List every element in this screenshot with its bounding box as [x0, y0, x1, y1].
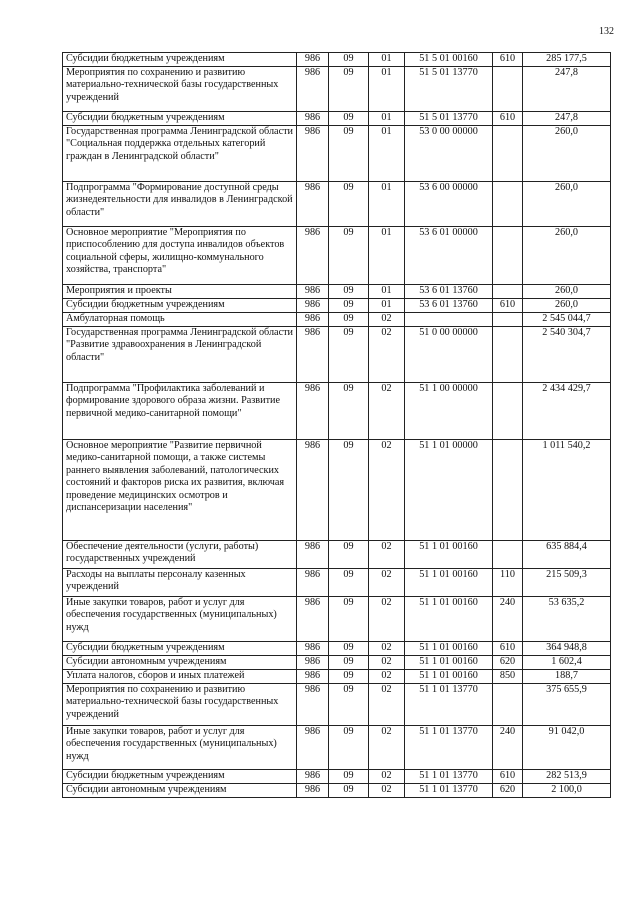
- cell-section: 09: [329, 53, 369, 67]
- cell-target-article: 53 0 00 00000: [405, 126, 493, 182]
- table-row: [63, 684, 611, 726]
- cell-subsection: 02: [369, 784, 405, 798]
- cell-expense-type: 850: [493, 670, 523, 684]
- cell-expense-type: 620: [493, 784, 523, 798]
- cell-sum: 2 545 044,7: [523, 313, 611, 327]
- cell-section: 09: [329, 656, 369, 670]
- cell-grbs: 986: [297, 327, 329, 383]
- cell-section: 09: [329, 383, 369, 440]
- cell-sum: 1 602,4: [523, 656, 611, 670]
- cell-name: Мероприятия по сохранению и развитию материально-технической базы государственных учреждений: [63, 67, 297, 112]
- cell-target-article: 51 1 01 00160: [405, 597, 493, 642]
- cell-grbs: 986: [297, 726, 329, 770]
- table-row: [63, 569, 611, 597]
- cell-sum: 215 509,3: [523, 569, 611, 597]
- cell-sum: 260,0: [523, 227, 611, 285]
- cell-sum: 282 513,9: [523, 770, 611, 784]
- cell-grbs: 986: [297, 784, 329, 798]
- cell-name: Государственная программа Ленинградской области "Социальная поддержка отдельных категорий граждан в Ленинградской области": [63, 126, 297, 182]
- cell-expense-type: 110: [493, 569, 523, 597]
- cell-sum: 635 884,4: [523, 541, 611, 569]
- cell-subsection: 02: [369, 670, 405, 684]
- table-row: [63, 597, 611, 642]
- cell-section: 09: [329, 112, 369, 126]
- cell-expense-type: [493, 67, 523, 112]
- cell-target-article: 51 1 01 13770: [405, 784, 493, 798]
- cell-sum: 260,0: [523, 299, 611, 313]
- cell-name: Основное мероприятие "Мероприятия по приспособлению для доступа инвалидов объектов социальной сферы, жилищно-коммунального хозяйства, транспорта": [63, 227, 297, 285]
- page-number: 132: [599, 26, 614, 37]
- cell-sum: 364 948,8: [523, 642, 611, 656]
- cell-grbs: 986: [297, 569, 329, 597]
- cell-expense-type: [493, 182, 523, 227]
- cell-grbs: 986: [297, 53, 329, 67]
- cell-expense-type: [493, 541, 523, 569]
- table-row: [63, 656, 611, 670]
- table-row: [63, 182, 611, 227]
- cell-expense-type: 610: [493, 299, 523, 313]
- cell-section: 09: [329, 227, 369, 285]
- cell-target-article: 51 1 01 00160: [405, 656, 493, 670]
- cell-grbs: 986: [297, 656, 329, 670]
- table-row: [63, 784, 611, 798]
- cell-subsection: 02: [369, 726, 405, 770]
- cell-grbs: 986: [297, 541, 329, 569]
- budget-table: [62, 52, 611, 798]
- cell-grbs: 986: [297, 440, 329, 541]
- cell-target-article: 53 6 01 13760: [405, 299, 493, 313]
- cell-expense-type: [493, 313, 523, 327]
- cell-name: Субсидии автономным учреждениям: [63, 656, 297, 670]
- cell-target-article: 51 1 01 13770: [405, 684, 493, 726]
- cell-sum: 260,0: [523, 182, 611, 227]
- cell-name: Субсидии автономным учреждениям: [63, 784, 297, 798]
- cell-section: 09: [329, 182, 369, 227]
- cell-sum: 260,0: [523, 126, 611, 182]
- cell-subsection: 02: [369, 327, 405, 383]
- cell-subsection: 02: [369, 569, 405, 597]
- cell-subsection: 02: [369, 313, 405, 327]
- cell-grbs: 986: [297, 770, 329, 784]
- cell-sum: 2 100,0: [523, 784, 611, 798]
- cell-expense-type: 610: [493, 642, 523, 656]
- cell-target-article: 51 1 01 00160: [405, 541, 493, 569]
- cell-subsection: 02: [369, 597, 405, 642]
- cell-target-article: 51 1 01 00160: [405, 670, 493, 684]
- cell-section: 09: [329, 770, 369, 784]
- cell-section: 09: [329, 670, 369, 684]
- table-row: [63, 642, 611, 656]
- cell-grbs: 986: [297, 642, 329, 656]
- table-row: [63, 227, 611, 285]
- cell-grbs: 986: [297, 383, 329, 440]
- table-row: [63, 327, 611, 383]
- cell-section: 09: [329, 67, 369, 112]
- cell-target-article: 51 1 01 00160: [405, 569, 493, 597]
- cell-subsection: 02: [369, 684, 405, 726]
- cell-expense-type: 620: [493, 656, 523, 670]
- cell-name: Субсидии бюджетным учреждениям: [63, 112, 297, 126]
- table-body: [63, 53, 611, 798]
- cell-sum: 2 434 429,7: [523, 383, 611, 440]
- cell-name: Подпрограмма "Профилактика заболеваний и формирование здорового образа жизни. Развитие первичной медико-санитарной помощи": [63, 383, 297, 440]
- cell-grbs: 986: [297, 227, 329, 285]
- cell-grbs: 986: [297, 126, 329, 182]
- cell-subsection: 02: [369, 642, 405, 656]
- cell-sum: 2 540 304,7: [523, 327, 611, 383]
- cell-grbs: 986: [297, 684, 329, 726]
- cell-target-article: 51 0 00 00000: [405, 327, 493, 383]
- cell-section: 09: [329, 642, 369, 656]
- table-row: [63, 440, 611, 541]
- cell-subsection: 02: [369, 656, 405, 670]
- cell-name: Расходы на выплаты персоналу казенных учреждений: [63, 569, 297, 597]
- cell-name: Субсидии бюджетным учреждениям: [63, 642, 297, 656]
- cell-name: Подпрограмма "Формирование доступной среды жизнедеятельности для инвалидов в Ленинградской области": [63, 182, 297, 227]
- cell-name: Субсидии бюджетным учреждениям: [63, 53, 297, 67]
- cell-expense-type: 240: [493, 597, 523, 642]
- cell-name: Мероприятия по сохранению и развитию материально-технической базы государственных учреждений: [63, 684, 297, 726]
- cell-sum: 53 635,2: [523, 597, 611, 642]
- cell-section: 09: [329, 726, 369, 770]
- cell-subsection: 01: [369, 126, 405, 182]
- table-row: [63, 726, 611, 770]
- cell-name: Мероприятия и проекты: [63, 285, 297, 299]
- cell-sum: 247,8: [523, 112, 611, 126]
- cell-name: Обеспечение деятельности (услуги, работы) государственных учреждений: [63, 541, 297, 569]
- cell-section: 09: [329, 541, 369, 569]
- cell-target-article: 53 6 01 00000: [405, 227, 493, 285]
- cell-subsection: 02: [369, 541, 405, 569]
- cell-target-article: 51 1 01 00160: [405, 642, 493, 656]
- table-row: [63, 53, 611, 67]
- table-row: [63, 670, 611, 684]
- table-row: [63, 285, 611, 299]
- cell-subsection: 01: [369, 285, 405, 299]
- cell-section: 09: [329, 784, 369, 798]
- cell-subsection: 01: [369, 53, 405, 67]
- cell-grbs: 986: [297, 285, 329, 299]
- cell-expense-type: [493, 285, 523, 299]
- table-row: [63, 126, 611, 182]
- cell-section: 09: [329, 285, 369, 299]
- cell-name: Основное мероприятие "Развитие первичной медико-санитарной помощи, а также системы раннего выявления заболеваний, патологических состояний и факторов риска их развития, включая проведение медицинских осмотров и диспансеризации населения": [63, 440, 297, 541]
- cell-section: 09: [329, 440, 369, 541]
- cell-subsection: 01: [369, 227, 405, 285]
- cell-grbs: 986: [297, 67, 329, 112]
- cell-name: Государственная программа Ленинградской области "Развитие здравоохранения в Ленинградской области": [63, 327, 297, 383]
- cell-name: Субсидии бюджетным учреждениям: [63, 770, 297, 784]
- cell-target-article: 51 5 01 00160: [405, 53, 493, 67]
- cell-section: 09: [329, 126, 369, 182]
- cell-sum: 91 042,0: [523, 726, 611, 770]
- cell-expense-type: [493, 684, 523, 726]
- cell-target-article: 51 5 01 13770: [405, 67, 493, 112]
- cell-section: 09: [329, 597, 369, 642]
- cell-expense-type: [493, 440, 523, 541]
- table-row: [63, 383, 611, 440]
- cell-section: 09: [329, 313, 369, 327]
- cell-subsection: 01: [369, 112, 405, 126]
- cell-expense-type: [493, 227, 523, 285]
- table-row: [63, 67, 611, 112]
- cell-target-article: 53 6 00 00000: [405, 182, 493, 227]
- cell-grbs: 986: [297, 299, 329, 313]
- cell-expense-type: [493, 327, 523, 383]
- table-row: [63, 313, 611, 327]
- table-row: [63, 112, 611, 126]
- cell-grbs: 986: [297, 112, 329, 126]
- cell-subsection: 02: [369, 383, 405, 440]
- cell-subsection: 01: [369, 67, 405, 112]
- cell-sum: 188,7: [523, 670, 611, 684]
- cell-grbs: 986: [297, 670, 329, 684]
- cell-subsection: 01: [369, 182, 405, 227]
- cell-section: 09: [329, 299, 369, 313]
- cell-target-article: 51 1 01 13770: [405, 726, 493, 770]
- cell-expense-type: [493, 383, 523, 440]
- cell-name: Иные закупки товаров, работ и услуг для обеспечения государственных (муниципальных) нужд: [63, 726, 297, 770]
- cell-name: Уплата налогов, сборов и иных платежей: [63, 670, 297, 684]
- cell-name: Субсидии бюджетным учреждениям: [63, 299, 297, 313]
- cell-section: 09: [329, 327, 369, 383]
- cell-sum: 285 177,5: [523, 53, 611, 67]
- cell-sum: 260,0: [523, 285, 611, 299]
- cell-target-article: 51 1 00 00000: [405, 383, 493, 440]
- cell-grbs: 986: [297, 597, 329, 642]
- cell-target-article: 51 1 01 00000: [405, 440, 493, 541]
- table-row: [63, 299, 611, 313]
- cell-expense-type: 610: [493, 112, 523, 126]
- cell-target-article: [405, 313, 493, 327]
- cell-section: 09: [329, 569, 369, 597]
- cell-target-article: 51 1 01 13770: [405, 770, 493, 784]
- table-row: [63, 770, 611, 784]
- cell-sum: 375 655,9: [523, 684, 611, 726]
- cell-target-article: 51 5 01 13770: [405, 112, 493, 126]
- cell-expense-type: [493, 126, 523, 182]
- cell-sum: 247,8: [523, 67, 611, 112]
- cell-sum: 1 011 540,2: [523, 440, 611, 541]
- cell-grbs: 986: [297, 313, 329, 327]
- cell-subsection: 02: [369, 440, 405, 541]
- cell-section: 09: [329, 684, 369, 726]
- table-row: [63, 541, 611, 569]
- cell-subsection: 02: [369, 770, 405, 784]
- cell-name: Иные закупки товаров, работ и услуг для обеспечения государственных (муниципальных) нужд: [63, 597, 297, 642]
- cell-target-article: 53 6 01 13760: [405, 285, 493, 299]
- cell-grbs: 986: [297, 182, 329, 227]
- cell-expense-type: 240: [493, 726, 523, 770]
- cell-expense-type: 610: [493, 53, 523, 67]
- cell-subsection: 01: [369, 299, 405, 313]
- cell-name: Амбулаторная помощь: [63, 313, 297, 327]
- cell-expense-type: 610: [493, 770, 523, 784]
